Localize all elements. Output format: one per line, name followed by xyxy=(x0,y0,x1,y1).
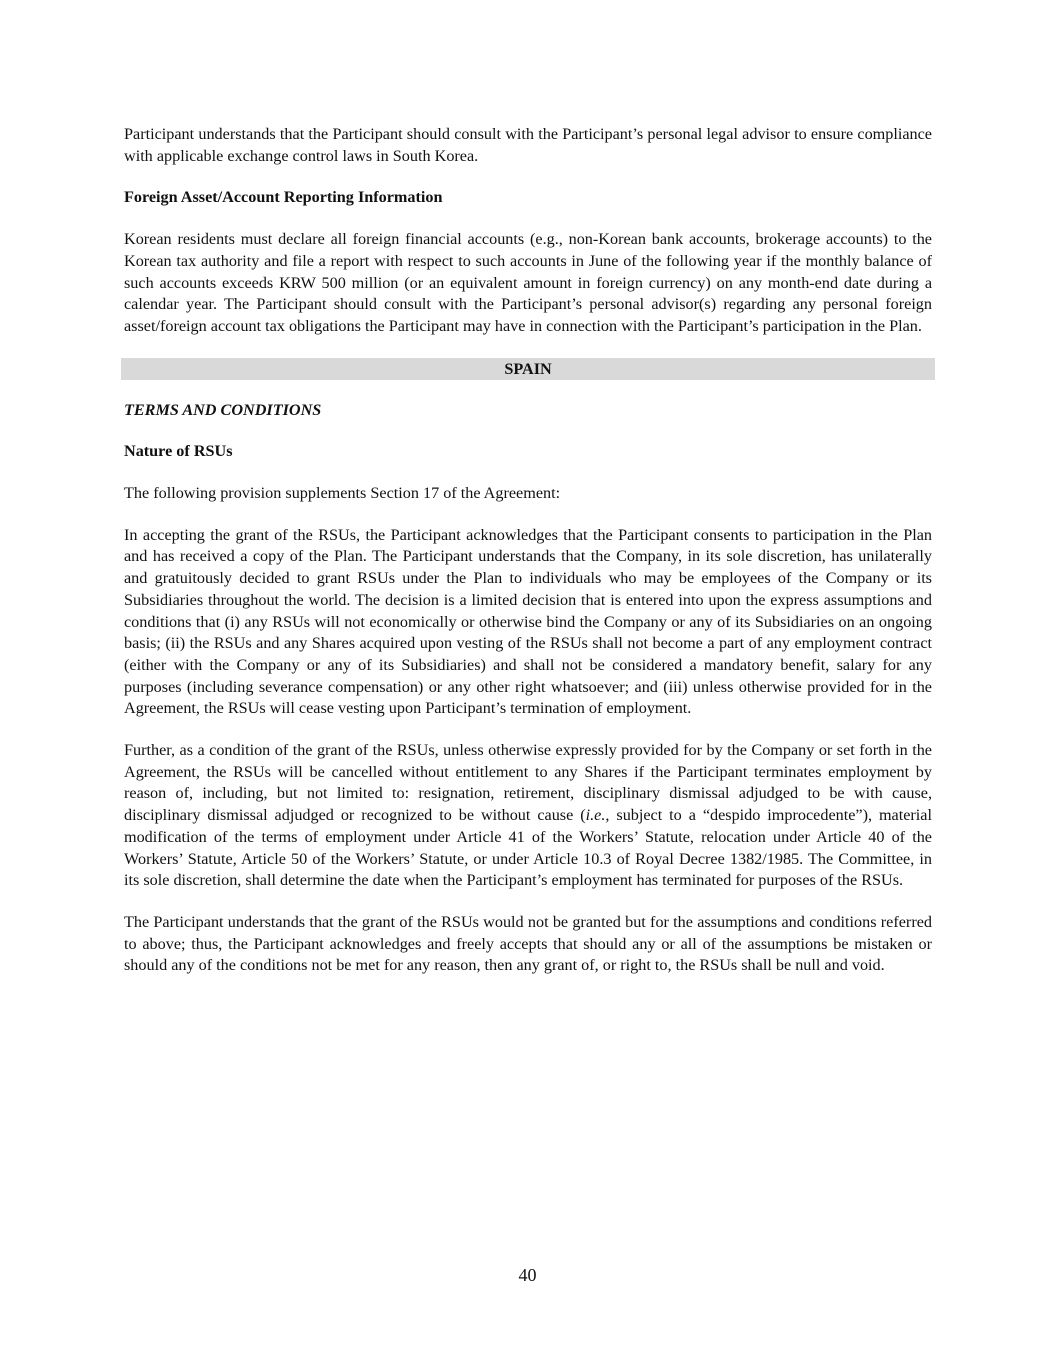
nature-of-rsus-heading: Nature of RSUs xyxy=(124,442,233,461)
foreign-asset-paragraph: Korean residents must declare all foreign financial accounts (e.g., non-Korean bank accounts, brokerage accounts) to the Korean tax authority and file a report with respect to such accounts in June of the following year if the monthly balance of such accounts exceeds KRW 500 million (or an equivalent amount in foreign currency) on any month-end date during a calendar year. The Participant should consult with the Participant’s personal advisor(s) regarding any personal foreign asset/foreign account tax obligations the Participant may have in connection with the Participant’s participation in the Plan. xyxy=(124,230,932,335)
assumptions-paragraph: The Participant understands that the grant of the RSUs would not be granted but for the assumptions and conditions referred to above; thus, the Participant acknowledges and freely accepts that should any or all of the assumptions be mistaken or should any of the conditions not be met for any reason, then any grant of, or right to, the RSUs shall be null and void. xyxy=(124,912,932,975)
cancellation-condition-paragraph xyxy=(124,740,932,892)
country-banner-spain: SPAIN xyxy=(121,358,935,380)
supplement-intro-paragraph: The following provision supplements Section 17 of the Agreement: xyxy=(124,484,561,503)
terms-and-conditions-heading: TERMS AND CONDITIONS xyxy=(124,400,322,419)
page-number: 40 xyxy=(518,1265,537,1285)
condition-text-part-1: Further, as a condition of the grant of the RSUs, unless otherwise expressly provided for by the Company or set forth in the Agreement, the RSUs will be cancelled without entitlement to any Shares if the Participant terminates employment by reason of, including, but not limited to: resignation, retirement, disciplinary dismissal adjudged to be with cause, disciplinary dismissal adjudged or recognized to be without cause ( xyxy=(124,741,932,825)
condition-text-part-2: , subject to a “despido improcedente”), material modification of the terms of employment under Article 41 of the Workers’ Statute, relocation under Article 40 of the Workers’ Statute, Article 50 of the Workers’ Statute, or under Article 10.3 of Royal Decree 1382/1985. The Committee, in its sole discretion, shall determine the date when the Participant’s employment has terminated for purposes of the RSUs. xyxy=(124,806,932,890)
ie-abbreviation: i.e. xyxy=(585,806,606,825)
document-page xyxy=(124,124,932,997)
exchange-control-paragraph: Participant understands that the Participant should consult with the Participant’s personal legal advisor to ensure compliance with applicable exchange control laws in South Korea. xyxy=(124,125,932,165)
acceptance-paragraph: In accepting the grant of the RSUs, the Participant acknowledges that the Participant consents to participation in the Plan and has received a copy of the Plan. The Participant understands that the Company, in its sole discretion, has unilaterally and gratuitously decided to grant RSUs under the Plan to individuals who may be employees of the Company or its Subsidiaries throughout the world. The decision is a limited decision that is entered into upon the express assumptions and conditions that (i) any RSUs will not economically or otherwise bind the Company or any of its Subsidiaries on an ongoing basis; (ii) the RSUs and any Shares acquired upon vesting of the RSUs shall not become a part of any employment contract (either with the Company or any of its Subsidiaries) and shall not be considered a mandatory benefit, salary for any purposes (including severance compensation) or any other right whatsoever; and (iii) unless otherwise provided for in the Agreement, the RSUs will cease vesting upon Participant’s termination of employment. xyxy=(124,525,932,718)
foreign-asset-heading: Foreign Asset/Account Reporting Information xyxy=(124,188,443,207)
